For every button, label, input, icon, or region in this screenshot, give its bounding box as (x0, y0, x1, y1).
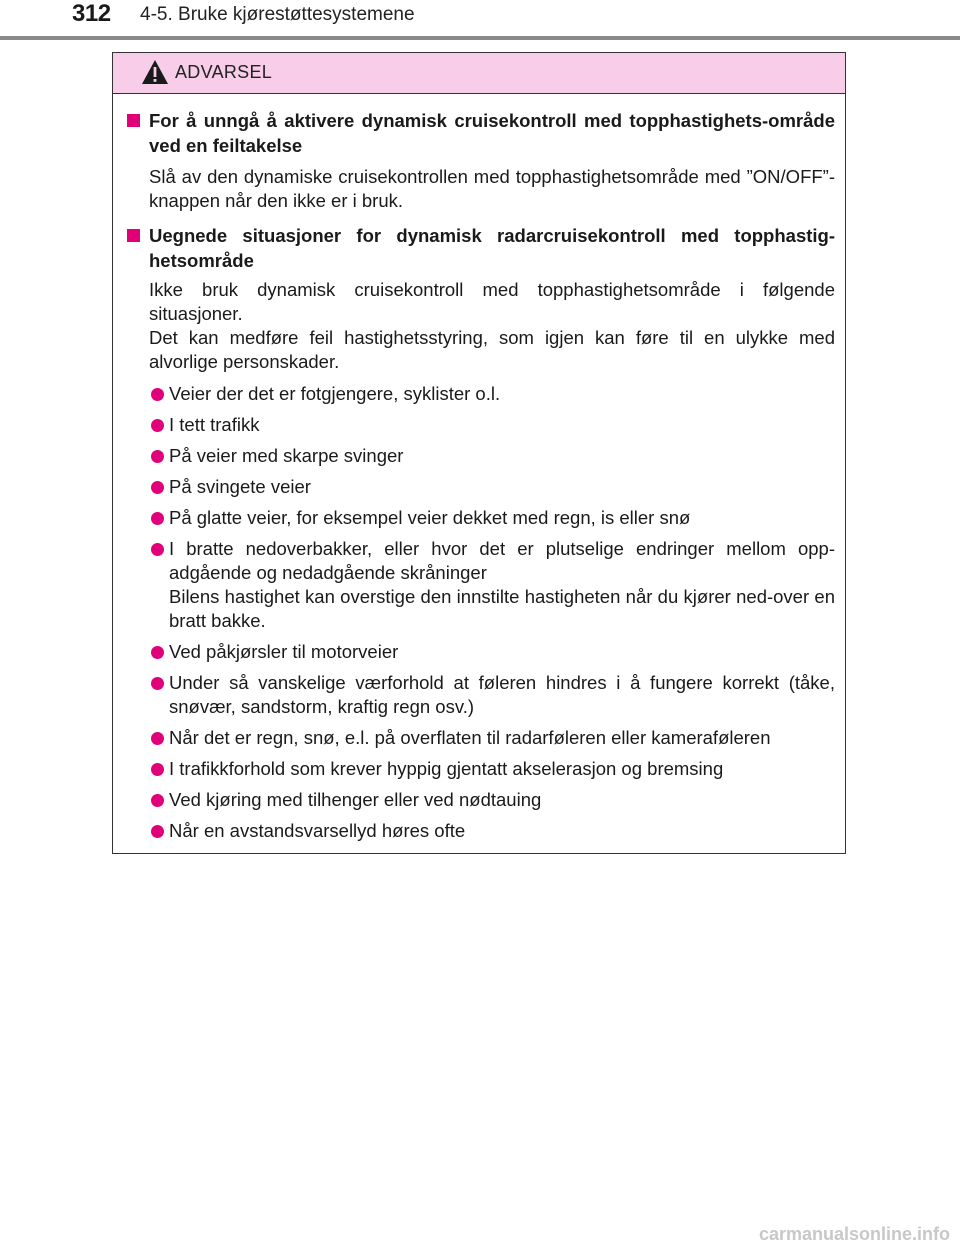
round-bullet-icon (151, 646, 164, 659)
section-title: 4-5. Bruke kjørestøttesystemene (140, 4, 415, 25)
round-bullet-icon (151, 732, 164, 745)
list-item: I trafikkforhold som krever hyppig gjentatt akselerasjon og bremsing (125, 757, 835, 781)
round-bullet-icon (151, 763, 164, 776)
round-bullet-icon (151, 481, 164, 494)
situation-list (125, 382, 835, 843)
list-item: Ved kjøring med tilhenger eller ved nødtauing (125, 788, 835, 812)
warning-header (113, 53, 845, 94)
block-heading: For å unngå å aktivere dynamisk cruisekontroll med topphastighets-område ved en feiltakelse (125, 108, 835, 158)
list-item: Veier der det er fotgjengere, syklister o.l. (125, 382, 835, 406)
list-item: På svingete veier (125, 475, 835, 499)
list-item-note: Bilens hastighet kan overstige den innstilte hastigheten når du kjører ned-over en bratt bakke. (169, 586, 835, 631)
list-item: Ved påkjørsler til motorveier (125, 640, 835, 664)
round-bullet-icon (151, 388, 164, 401)
list-item: I bratte nedoverbakker, eller hvor det er plutselige endringer mellom opp-adgående og nedadgående skråninger Bilens hastighet kan overstige den innstilte hastigheten når du kjører ned-over en bratt bakke. (125, 537, 835, 633)
round-bullet-icon (151, 543, 164, 556)
watermark: carmanualsonline.info (758, 1224, 950, 1244)
square-bullet-icon (127, 229, 140, 242)
warning-label: ADVARSEL (175, 62, 273, 82)
square-bullet-icon (127, 114, 140, 127)
list-item: Når det er regn, snø, e.l. på overflaten til radarføleren eller kameraføleren (125, 726, 835, 750)
round-bullet-icon (151, 512, 164, 525)
warning-box (112, 52, 846, 854)
block-text: Slå av den dynamiske cruisekontrollen med topphastighetsområde med ”ON/OFF”-knappen når den ikke er i bruk. (149, 166, 835, 211)
page-number: 312 (72, 0, 111, 27)
warning-body (113, 94, 845, 843)
warning-block-unsuitable-situations (125, 223, 835, 843)
round-bullet-icon (151, 825, 164, 838)
round-bullet-icon (151, 419, 164, 432)
block-text: Ikke bruk dynamisk cruisekontroll med topphastighetsområde i følgende situasjoner. (149, 279, 835, 324)
warning-block-accidental-activation (125, 108, 835, 213)
list-item: På veier med skarpe svinger (125, 444, 835, 468)
list-item: I tett trafikk (125, 413, 835, 437)
list-item: På glatte veier, for eksempel veier dekket med regn, is eller snø (125, 506, 835, 530)
list-item: Når en avstandsvarsellyd høres ofte (125, 819, 835, 843)
block-heading: Uegnede situasjoner for dynamisk radarcruisekontroll med topphastig-hetsområde (125, 223, 835, 273)
page-header (0, 0, 960, 40)
round-bullet-icon (151, 794, 164, 807)
round-bullet-icon (151, 450, 164, 463)
list-item: Under så vanskelige værforhold at føleren hindres i å fungere korrekt (tåke, snøvær, sandstorm, kraftig regn osv.) (125, 671, 835, 719)
header-rule (0, 36, 960, 40)
warning-triangle-icon (141, 59, 169, 85)
round-bullet-icon (151, 677, 164, 690)
block-text: Det kan medføre feil hastighetsstyring, som igjen kan føre til en ulykke med alvorlige personskader. (149, 327, 835, 372)
